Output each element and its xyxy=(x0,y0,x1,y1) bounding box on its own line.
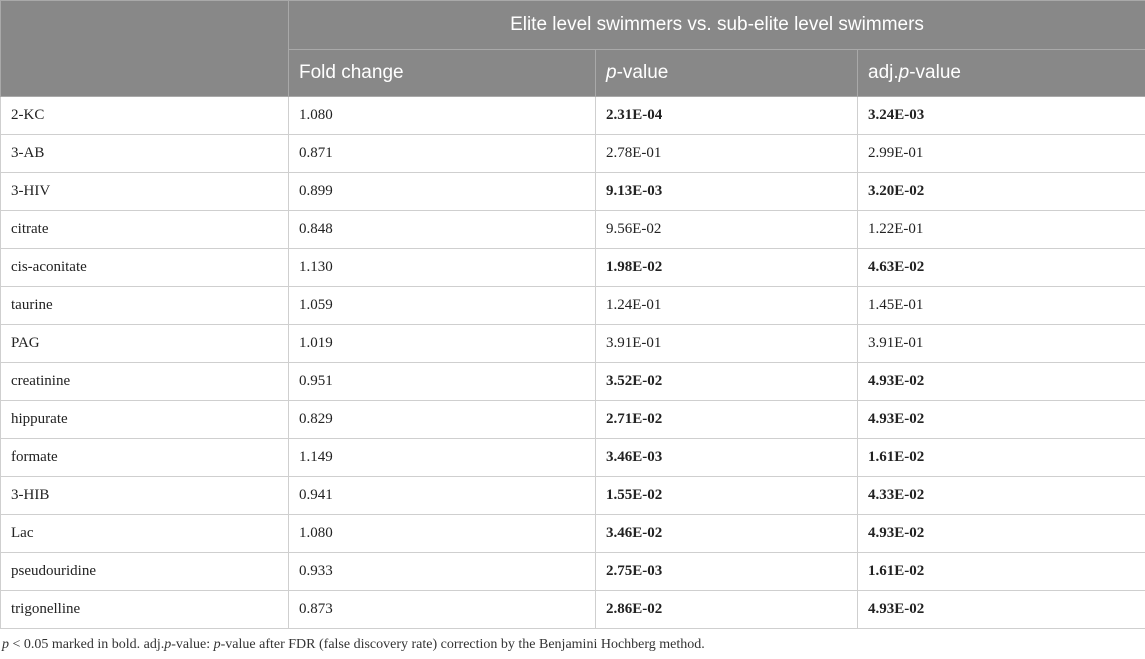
p-value-cell: 2.86E-02 xyxy=(596,591,858,629)
table-body xyxy=(1,97,1145,629)
metabolite-name-cell: hippurate xyxy=(1,401,289,439)
p-value-cell: 3.52E-02 xyxy=(596,363,858,401)
table-row xyxy=(1,401,1145,439)
p-value-cell: 3.46E-02 xyxy=(596,515,858,553)
table-row xyxy=(1,287,1145,325)
header-blank-cell xyxy=(1,1,289,97)
table-row xyxy=(1,477,1145,515)
fold-change-cell: 0.873 xyxy=(289,591,596,629)
fold-change-cell: 0.871 xyxy=(289,135,596,173)
metabolite-name-cell: formate xyxy=(1,439,289,477)
adj-p-value-cell: 3.24E-03 xyxy=(858,97,1145,135)
table-row xyxy=(1,553,1145,591)
fold-change-cell: 1.130 xyxy=(289,249,596,287)
p-value-cell: 2.31E-04 xyxy=(596,97,858,135)
table-row xyxy=(1,135,1145,173)
header-adj-rest: -value xyxy=(909,62,961,83)
metabolite-name-cell: 2-KC xyxy=(1,97,289,135)
header-adj-prefix: adj. xyxy=(868,62,899,83)
footnote-p-italic: p xyxy=(2,637,9,652)
table-row xyxy=(1,249,1145,287)
p-value-cell: 2.71E-02 xyxy=(596,401,858,439)
fold-change-cell: 0.848 xyxy=(289,211,596,249)
footnote-part3: -value after FDR (false discovery rate) correction by the Benjamini Hochberg method. xyxy=(220,637,705,652)
fold-change-cell: 1.149 xyxy=(289,439,596,477)
adj-p-value-cell: 3.91E-01 xyxy=(858,325,1145,363)
fold-change-cell: 1.080 xyxy=(289,515,596,553)
p-value-cell: 3.46E-03 xyxy=(596,439,858,477)
metabolite-name-cell: citrate xyxy=(1,211,289,249)
table-header xyxy=(1,1,1145,97)
table-row xyxy=(1,439,1145,477)
metabolite-name-cell: creatinine xyxy=(1,363,289,401)
table-row xyxy=(1,211,1145,249)
fold-change-cell: 1.019 xyxy=(289,325,596,363)
adj-p-value-cell: 1.61E-02 xyxy=(858,439,1145,477)
metabolite-name-cell: 3-HIB xyxy=(1,477,289,515)
p-value-cell: 1.55E-02 xyxy=(596,477,858,515)
table-row xyxy=(1,97,1145,135)
table-row xyxy=(1,173,1145,211)
p-value-cell: 9.56E-02 xyxy=(596,211,858,249)
p-value-cell: 2.75E-03 xyxy=(596,553,858,591)
adj-p-value-cell: 2.99E-01 xyxy=(858,135,1145,173)
metabolite-name-cell: 3-HIV xyxy=(1,173,289,211)
p-value-cell: 1.24E-01 xyxy=(596,287,858,325)
table-row xyxy=(1,363,1145,401)
fold-change-cell: 0.941 xyxy=(289,477,596,515)
header-p-rest: -value xyxy=(616,62,669,83)
table-footnote xyxy=(2,637,1145,653)
adj-p-value-cell: 4.33E-02 xyxy=(858,477,1145,515)
footnote-part2: -value: xyxy=(171,637,214,652)
table-row xyxy=(1,515,1145,553)
fold-change-cell: 0.951 xyxy=(289,363,596,401)
footnote-p-italic-3: p xyxy=(213,637,221,652)
fold-change-cell: 1.059 xyxy=(289,287,596,325)
adj-p-value-cell: 4.93E-02 xyxy=(858,515,1145,553)
header-adj-p-value xyxy=(858,50,1145,97)
metabolite-name-cell: PAG xyxy=(1,325,289,363)
table-row xyxy=(1,591,1145,629)
metabolite-name-cell: taurine xyxy=(1,287,289,325)
adj-p-value-cell: 4.93E-02 xyxy=(858,363,1145,401)
adj-p-value-cell: 1.22E-01 xyxy=(858,211,1145,249)
metabolite-name-cell: cis-aconitate xyxy=(1,249,289,287)
fold-change-cell: 0.933 xyxy=(289,553,596,591)
footnote-p-italic-2: p xyxy=(164,637,172,652)
metabolite-name-cell: 3-AB xyxy=(1,135,289,173)
footnote-part1: < 0.05 marked in bold. adj. xyxy=(9,637,165,652)
header-p-value xyxy=(596,50,858,97)
adj-p-value-cell: 1.61E-02 xyxy=(858,553,1145,591)
header-group-title: Elite level swimmers vs. sub-elite level swimmers xyxy=(289,1,1145,50)
p-value-cell: 2.78E-01 xyxy=(596,135,858,173)
p-value-cell: 9.13E-03 xyxy=(596,173,858,211)
fold-change-cell: 0.899 xyxy=(289,173,596,211)
adj-p-value-cell: 3.20E-02 xyxy=(858,173,1145,211)
adj-p-value-cell: 1.45E-01 xyxy=(858,287,1145,325)
fold-change-cell: 0.829 xyxy=(289,401,596,439)
fold-change-cell: 1.080 xyxy=(289,97,596,135)
table-row xyxy=(1,325,1145,363)
metabolite-name-cell: trigonelline xyxy=(1,591,289,629)
metabolite-name-cell: pseudouridine xyxy=(1,553,289,591)
p-value-cell: 1.98E-02 xyxy=(596,249,858,287)
adj-p-value-cell: 4.93E-02 xyxy=(858,591,1145,629)
p-value-cell: 3.91E-01 xyxy=(596,325,858,363)
header-adj-italic: p xyxy=(898,62,910,83)
header-fold-change: Fold change xyxy=(289,50,596,97)
adj-p-value-cell: 4.63E-02 xyxy=(858,249,1145,287)
header-p-italic: p xyxy=(606,62,617,83)
adj-p-value-cell: 4.93E-02 xyxy=(858,401,1145,439)
metabolite-name-cell: Lac xyxy=(1,515,289,553)
